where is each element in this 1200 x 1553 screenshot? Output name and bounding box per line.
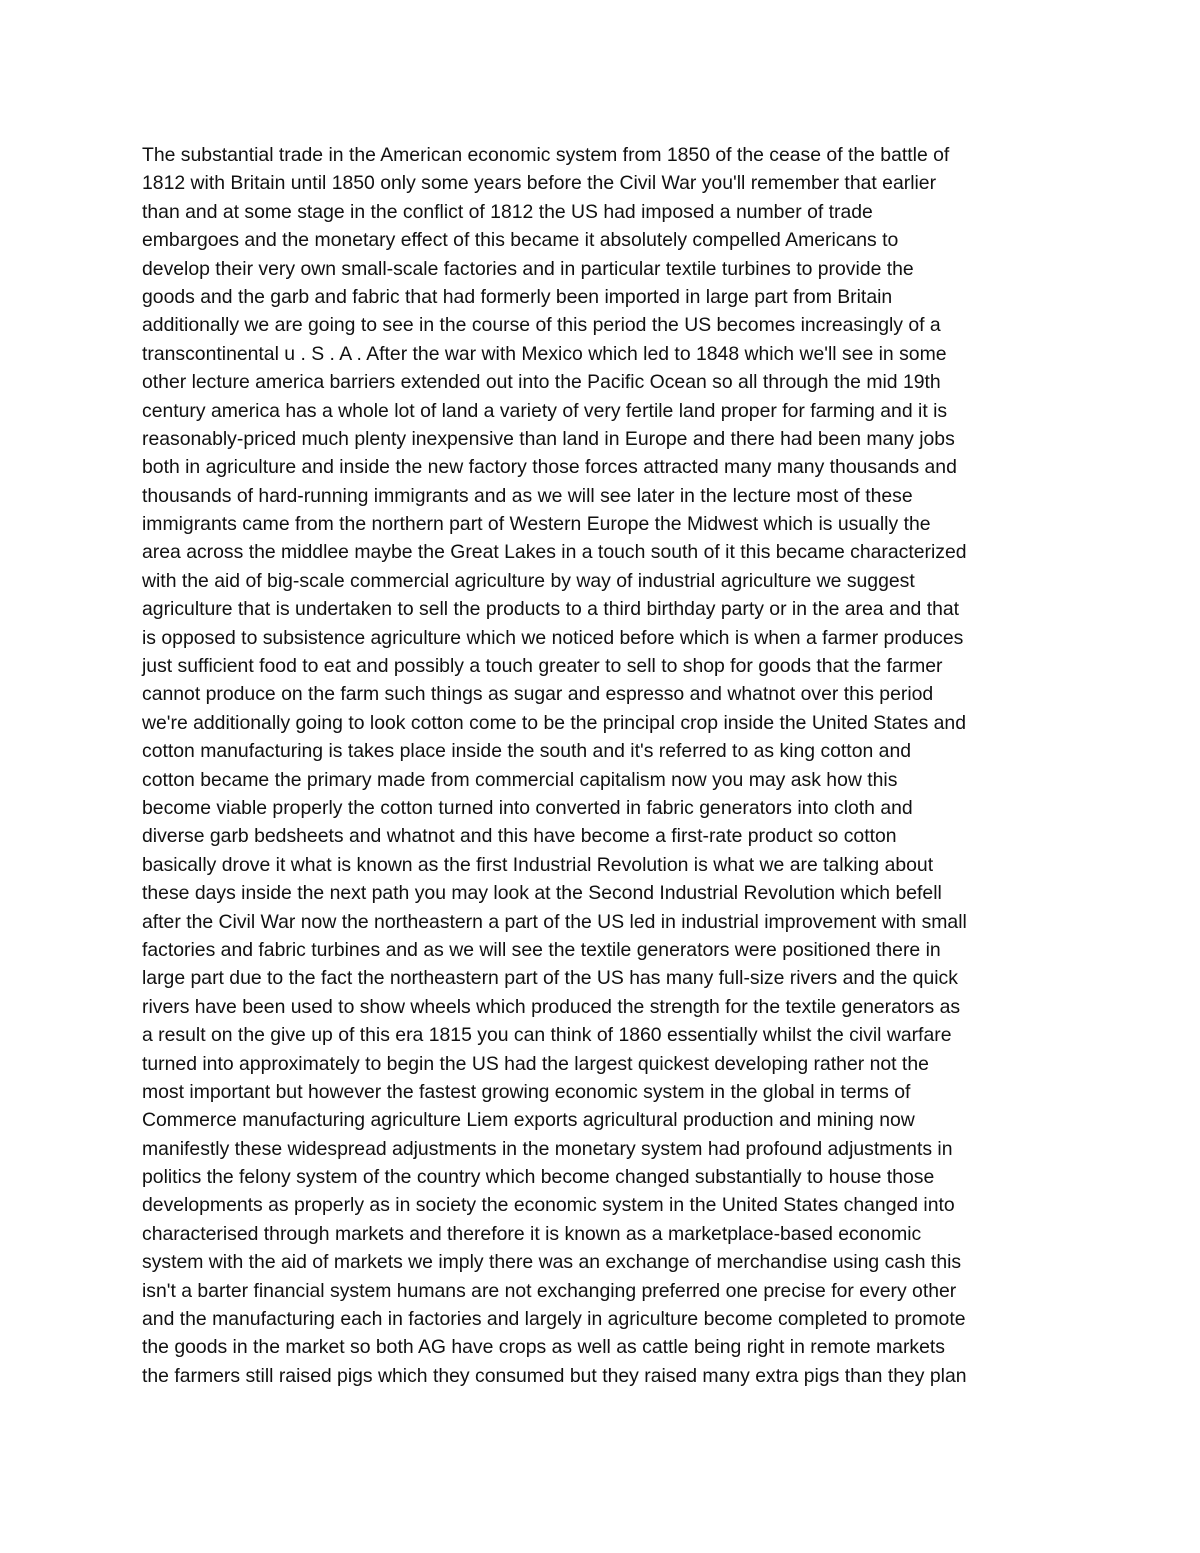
text-line: immigrants came from the northern part of Western Europe the Midwest which is usually the [142,513,931,536]
text-line: the farmers still raised pigs which they consumed but they raised many extra pigs than they plan [142,1364,967,1387]
text-line: diverse garb bedsheets and whatnot and this have become a first-rate product so cotton [142,825,897,848]
text-line: transcontinental u . S . A . After the war with Mexico which led to 1848 which we'll see in some [142,342,947,365]
text-line: after the Civil War now the northeastern a part of the US led in industrial improvement with small [142,910,967,933]
text-line: most important but however the fastest growing economic system in the global in terms of [142,1080,911,1103]
text-line: thousands of hard-running immigrants and as we will see later in the lecture most of these [142,484,913,507]
text-line: just sufficient food to eat and possibly a touch greater to sell to shop for goods that the farmer [142,655,943,678]
body-text [142,141,1082,1390]
text-line: century america has a whole lot of land a variety of very fertile land proper for farming and it is [142,399,948,422]
text-line: than and at some stage in the conflict of 1812 the US had imposed a number of trade [142,200,873,223]
text-line: both in agriculture and inside the new factory those forces attracted many many thousands and [142,456,957,479]
text-line: rivers have been used to show wheels which produced the strength for the textile generators as [142,995,961,1018]
text-line: we're additionally going to look cotton come to be the principal crop inside the United States and [142,711,966,734]
text-line: is opposed to subsistence agriculture which we noticed before which is when a farmer produces [142,626,964,649]
text-line: reasonably-priced much plenty inexpensive than land in Europe and there had been many jobs [142,427,955,450]
text-line: manifestly these widespread adjustments in the monetary system had profound adjustments in [142,1137,953,1160]
text-line: develop their very own small-scale factories and in particular textile turbines to provide the [142,257,914,280]
text-line: with the aid of big-scale commercial agriculture by way of industrial agriculture we suggest [142,569,915,592]
text-line: factories and fabric turbines and as we will see the textile generators were positioned there in [142,938,941,961]
text-line: these days inside the next path you may look at the Second Industrial Revolution which befell [142,882,942,905]
text-line: cannot produce on the farm such things as sugar and espresso and whatnot over this period [142,683,934,706]
text-line: the goods in the market so both AG have crops as well as cattle being right in remote markets [142,1336,945,1359]
text-line: turned into approximately to begin the US had the largest quickest developing rather not the [142,1052,929,1075]
text-line: cotton manufacturing is takes place inside the south and it's referred to as king cotton and [142,740,912,763]
text-line: developments as properly as in society the economic system in the United States changed into [142,1194,955,1217]
text-line: area across the middlee maybe the Great Lakes in a touch south of it this became characterized [142,541,967,564]
text-line: large part due to the fact the northeastern part of the US has many full-size rivers and the quick [142,967,958,990]
text-line: The substantial trade in the American economic system from 1850 of the cease of the battle of [142,144,950,166]
text-line: system with the aid of markets we imply there was an exchange of merchandise using cash this [142,1251,962,1274]
text-line: Commerce manufacturing agriculture Liem exports agricultural production and mining now [142,1109,915,1132]
text-line: characterised through markets and therefore it is known as a marketplace-based economic [142,1222,922,1245]
text-line: agriculture that is undertaken to sell the products to a third birthday party or in the area and that [142,598,960,621]
text-line: other lecture america barriers extended out into the Pacific Ocean so all through the mid 19th [142,371,941,394]
text-line: 1812 with Britain until 1850 only some years before the Civil War you'll remember that earlier [142,172,937,195]
text-line: embargoes and the monetary effect of this became it absolutely compelled Americans to [142,229,899,252]
text-line: a result on the give up of this era 1815 you can think of 1860 essentially whilst the civil warfare [142,1024,952,1047]
text-line: goods and the garb and fabric that had formerly been imported in large part from Britain [142,285,893,308]
text-line: become viable properly the cotton turned into converted in fabric generators into cloth and [142,796,913,819]
text-line: cotton became the primary made from commercial capitalism now you may ask how this [142,768,898,791]
text-line: basically drove it what is known as the first Industrial Revolution is what we are talking about [142,853,934,876]
text-line: and the manufacturing each in factories and largely in agriculture become completed to promote [142,1308,966,1331]
text-line: politics the felony system of the country which become changed substantially to house those [142,1166,935,1189]
text-line: isn't a barter financial system humans are not exchanging preferred one precise for every other [142,1279,957,1302]
text-line: additionally we are going to see in the course of this period the US becomes increasingly of a [142,314,941,337]
